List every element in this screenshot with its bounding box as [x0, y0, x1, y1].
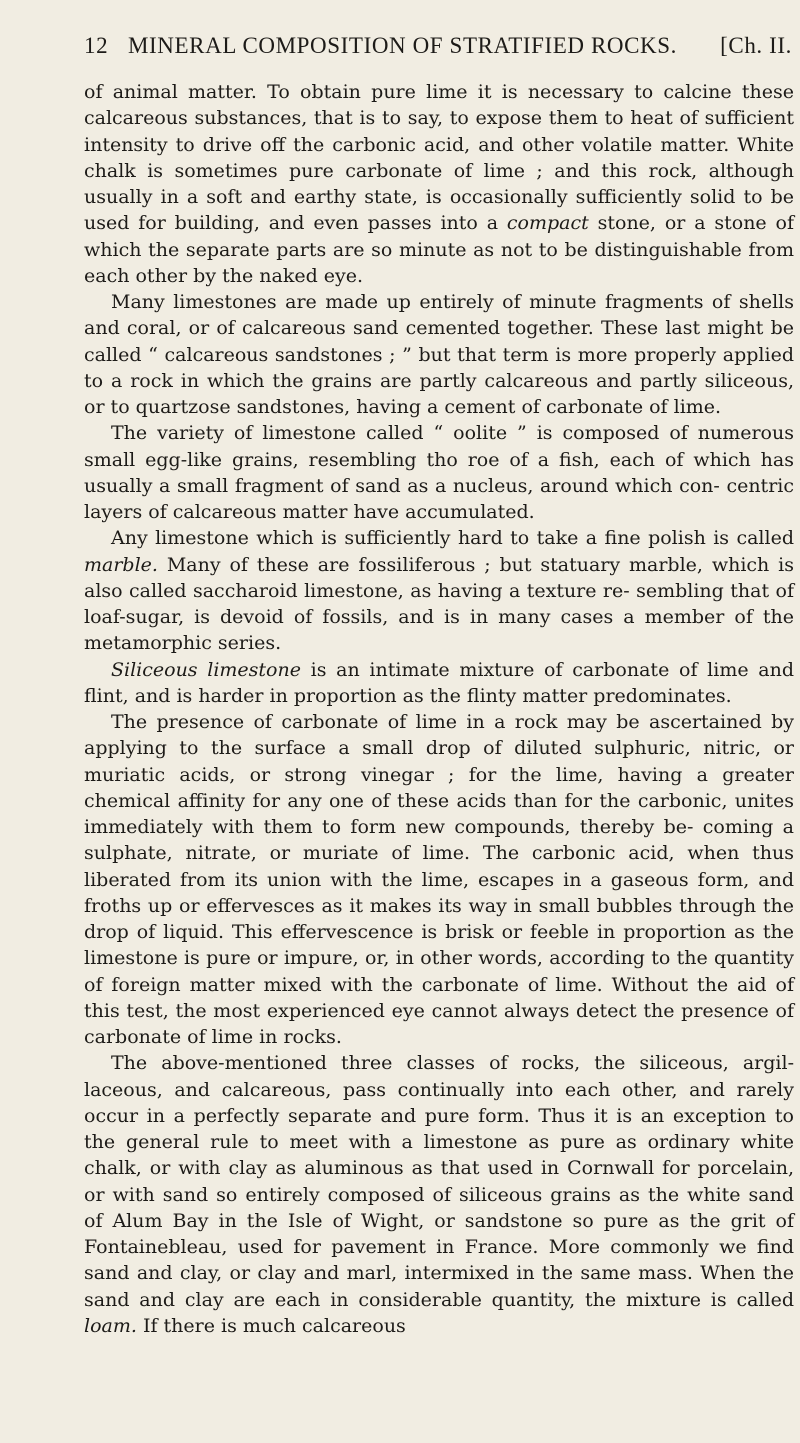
text-segment: The above-mentioned three classes of rocks, the siliceous, argil- laceous, and calcareous, pass continually into each other, and rarely occur in a perfectly separate and pure form. Thus it is an exception to the general rule to meet with a limestone as pure as ordinary white chalk, or with clay as aluminous as that used in Cornwall for porcelain, or with sand so entirely composed of siliceous grains as the white sand of Alum Bay in the Isle of Wight, or sandstone so pure as the grit of Fontainebleau, used for pavement in France. More commonly we find sand and clay, or clay and marl, intermixed in the same mass. When the sand and clay are each in considerable quantity, the mixture is called — [84, 1052, 794, 1311]
chapter-reference: [Ch. II. — [720, 33, 792, 58]
text-segment: of animal matter. To obtain pure lime it is necessary to calcine these calcareous substances, that is to say, to expose them to heat of sufficient intensity to drive off the carbonic acid, and other volatile matter. White chalk is sometimes pure carbonate of lime ; and this rock, although usually in a soft and earthy state, is occasionally sufficiently solid to be used for building, and even passes into a — [84, 81, 794, 235]
italic-term: marble. — [84, 553, 158, 576]
italic-term: compact — [506, 212, 589, 235]
text-segment: stone, or a stone of which the separate parts are so minute as not to be distinguishable from each other by the naked eye. — [84, 212, 794, 287]
paragraph — [84, 420, 794, 525]
italic-term: Siliceous limestone — [111, 658, 301, 681]
text-segment: Many of these are fossiliferous ; but statuary marble, which is also called saccharoid limestone, as having a texture re- sembling that of loaf-sugar, is devoid of fossils, and is in many cases a member of the metamorphic series. — [84, 553, 794, 655]
paragraph — [84, 525, 794, 656]
paragraph — [84, 289, 794, 420]
paragraph — [84, 709, 794, 1050]
running-head — [84, 29, 792, 63]
paragraph — [84, 79, 794, 289]
paragraph — [84, 1050, 794, 1339]
text-segment: If there is much calcareous — [136, 1314, 406, 1337]
page-number: 12 — [84, 33, 109, 58]
body-text — [84, 79, 794, 1339]
text-segment: is an intimate mixture of carbonate of lime and flint, and is harder in proportion as the flinty matter predominates. — [84, 658, 794, 707]
text-segment: Many limestones are made up entirely of minute fragments of shells and coral, or of calcareous sand cemented together. These last might be called “ calcareous sandstones ; ” but that term is more properly applied to a rock in which the grains are partly calcareous and partly siliceous, or to quartzose sandstones, having a cement of carbonate of lime. — [84, 291, 794, 418]
text-segment: The variety of limestone called “ oolite ” is composed of numerous small egg-like grains, resembling tho roe of a fish, each of which has usually a small fragment of sand as a nucleus, around which con- centric layers of calcareous matter have accumulated. — [84, 422, 794, 523]
text-segment: Any limestone which is sufficiently hard to take a fine polish is called — [111, 527, 794, 550]
italic-term: loam. — [84, 1314, 137, 1337]
text-segment: The presence of carbonate of lime in a rock may be ascertained by applying to the surface a small drop of diluted sulphuric, nitric, or muriatic acids, or strong vinegar ; for the lime, having a greater chemical affinity for any one of these acids than for the carbonic, unites immediately with them to form new compounds, thereby be- coming a sulphate, nitrate, or muriate of lime. The carbonic acid, when thus liberated from its union with the lime, escapes in a gaseous form, and froths up or effervesces as it makes its way in small bubbles through the drop of liquid. This effervescence is brisk or feeble in proportion as the limestone is pure or impure, or, in other words, according to the quantity of foreign matter mixed with the carbonate of lime. Without the aid of this test, the most experienced eye cannot always detect the presence of carbonate of lime in rocks. — [84, 711, 794, 1048]
running-title: MINERAL COMPOSITION OF STRATIFIED ROCKS. — [128, 33, 678, 58]
paragraph — [84, 657, 794, 710]
